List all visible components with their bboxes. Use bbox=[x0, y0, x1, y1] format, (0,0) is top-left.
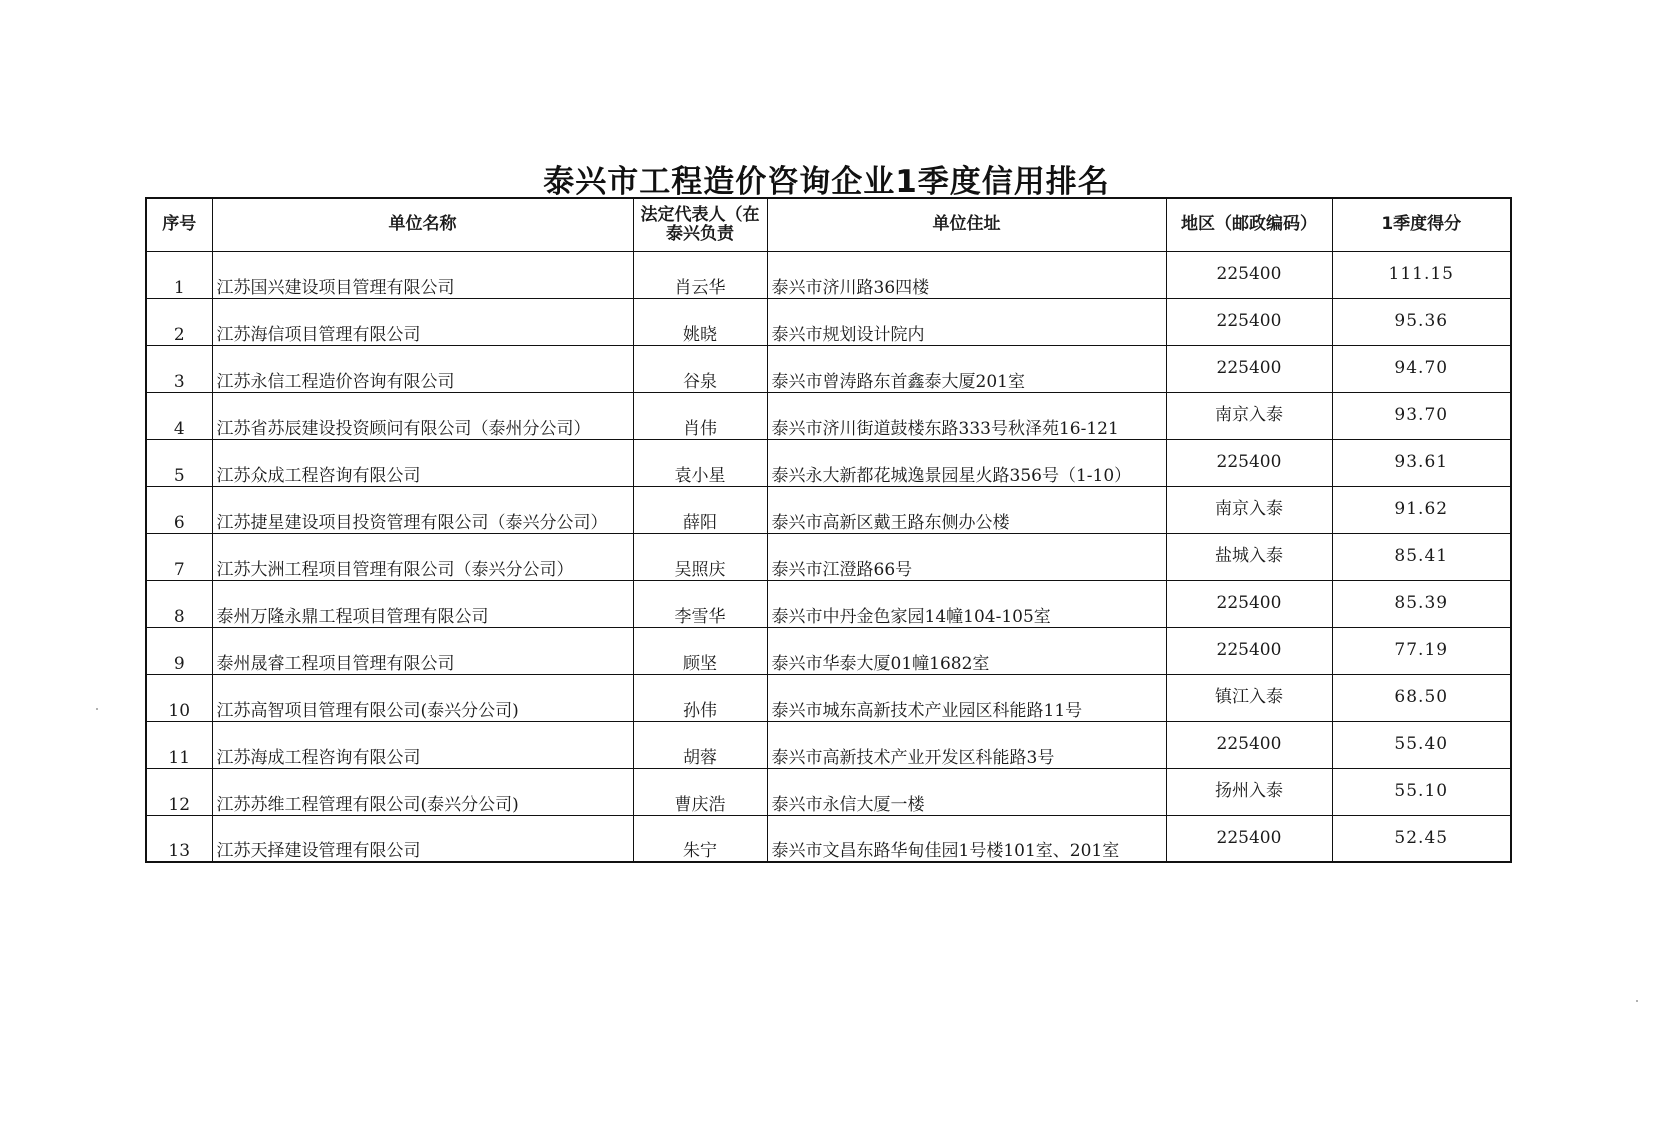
cell-index: 1 bbox=[146, 251, 212, 298]
header-name: 单位名称 bbox=[212, 198, 633, 251]
cell-address: 泰兴永大新都花城逸景园星火路356号（1-10） bbox=[767, 439, 1166, 486]
cell-index: 8 bbox=[146, 580, 212, 627]
cell-region: 225400 bbox=[1166, 580, 1332, 627]
cell-address: 泰兴市永信大厦一楼 bbox=[767, 768, 1166, 815]
cell-name: 泰州万隆永鼎工程项目管理有限公司 bbox=[212, 580, 633, 627]
table-row bbox=[146, 298, 1511, 345]
cell-name: 江苏海信项目管理有限公司 bbox=[212, 298, 633, 345]
cell-representative: 朱宁 bbox=[633, 815, 767, 862]
cell-representative: 谷泉 bbox=[633, 345, 767, 392]
cell-score: 94.70 bbox=[1332, 345, 1511, 392]
scan-speck bbox=[96, 708, 98, 710]
cell-name: 江苏省苏辰建设投资顾问有限公司（泰州分公司） bbox=[212, 392, 633, 439]
cell-representative: 顾坚 bbox=[633, 627, 767, 674]
cell-index: 13 bbox=[146, 815, 212, 862]
cell-name: 江苏海成工程咨询有限公司 bbox=[212, 721, 633, 768]
cell-address: 泰兴市文昌东路华甸佳园1号楼101室、201室 bbox=[767, 815, 1166, 862]
cell-name: 江苏天择建设管理有限公司 bbox=[212, 815, 633, 862]
cell-address: 泰兴市高新技术产业开发区科能路3号 bbox=[767, 721, 1166, 768]
cell-index: 5 bbox=[146, 439, 212, 486]
cell-region: 扬州入泰 bbox=[1166, 768, 1332, 815]
header-score: 1季度得分 bbox=[1332, 198, 1511, 251]
cell-index: 11 bbox=[146, 721, 212, 768]
cell-score: 85.41 bbox=[1332, 533, 1511, 580]
table-row bbox=[146, 486, 1511, 533]
cell-name: 江苏高智项目管理有限公司(泰兴分公司) bbox=[212, 674, 633, 721]
cell-name: 江苏永信工程造价咨询有限公司 bbox=[212, 345, 633, 392]
cell-address: 泰兴市高新区戴王路东侧办公楼 bbox=[767, 486, 1166, 533]
cell-address: 泰兴市济川街道鼓楼东路333号秋泽苑16-121 bbox=[767, 392, 1166, 439]
cell-address: 泰兴市江澄路66号 bbox=[767, 533, 1166, 580]
cell-address: 泰兴市城东高新技术产业园区科能路11号 bbox=[767, 674, 1166, 721]
cell-region: 225400 bbox=[1166, 627, 1332, 674]
page-title: 泰兴市工程造价咨询企业1季度信用排名 bbox=[543, 164, 1110, 200]
cell-representative: 姚晓 bbox=[633, 298, 767, 345]
cell-region: 225400 bbox=[1166, 721, 1332, 768]
cell-score: 68.50 bbox=[1332, 674, 1511, 721]
cell-index: 10 bbox=[146, 674, 212, 721]
table-row bbox=[146, 721, 1511, 768]
scan-speck bbox=[1636, 1000, 1638, 1002]
table-row bbox=[146, 815, 1511, 862]
cell-name: 泰州晟睿工程项目管理有限公司 bbox=[212, 627, 633, 674]
cell-representative: 吴照庆 bbox=[633, 533, 767, 580]
cell-region: 225400 bbox=[1166, 345, 1332, 392]
cell-score: 85.39 bbox=[1332, 580, 1511, 627]
cell-region: 盐城入泰 bbox=[1166, 533, 1332, 580]
cell-name: 江苏苏维工程管理有限公司(泰兴分公司) bbox=[212, 768, 633, 815]
cell-representative: 肖云华 bbox=[633, 251, 767, 298]
table-row bbox=[146, 768, 1511, 815]
cell-representative: 薛阳 bbox=[633, 486, 767, 533]
cell-region: 225400 bbox=[1166, 439, 1332, 486]
cell-score: 95.36 bbox=[1332, 298, 1511, 345]
table-row bbox=[146, 439, 1511, 486]
header-address: 单位住址 bbox=[767, 198, 1166, 251]
cell-representative: 李雪华 bbox=[633, 580, 767, 627]
cell-address: 泰兴市华泰大厦01幢1682室 bbox=[767, 627, 1166, 674]
cell-score: 93.61 bbox=[1332, 439, 1511, 486]
cell-region: 南京入泰 bbox=[1166, 392, 1332, 439]
cell-name: 江苏大洲工程项目管理有限公司（泰兴分公司） bbox=[212, 533, 633, 580]
cell-address: 泰兴市济川路36四楼 bbox=[767, 251, 1166, 298]
cell-score: 111.15 bbox=[1332, 251, 1511, 298]
table-row bbox=[146, 533, 1511, 580]
cell-score: 77.19 bbox=[1332, 627, 1511, 674]
cell-region: 南京入泰 bbox=[1166, 486, 1332, 533]
cell-region: 225400 bbox=[1166, 298, 1332, 345]
cell-index: 4 bbox=[146, 392, 212, 439]
header-representative: 法定代表人（在泰兴负责 bbox=[633, 198, 767, 251]
table-row bbox=[146, 392, 1511, 439]
table-header-row bbox=[146, 198, 1511, 251]
cell-index: 2 bbox=[146, 298, 212, 345]
cell-name: 江苏众成工程咨询有限公司 bbox=[212, 439, 633, 486]
cell-score: 55.40 bbox=[1332, 721, 1511, 768]
cell-score: 91.62 bbox=[1332, 486, 1511, 533]
table-row bbox=[146, 251, 1511, 298]
cell-address: 泰兴市中丹金色家园14幢104-105室 bbox=[767, 580, 1166, 627]
cell-score: 52.45 bbox=[1332, 815, 1511, 862]
cell-score: 93.70 bbox=[1332, 392, 1511, 439]
cell-region: 225400 bbox=[1166, 251, 1332, 298]
cell-index: 6 bbox=[146, 486, 212, 533]
cell-region: 225400 bbox=[1166, 815, 1332, 862]
cell-representative: 孙伟 bbox=[633, 674, 767, 721]
table-row bbox=[146, 674, 1511, 721]
cell-index: 7 bbox=[146, 533, 212, 580]
header-index: 序号 bbox=[146, 198, 212, 251]
cell-address: 泰兴市规划设计院内 bbox=[767, 298, 1166, 345]
cell-region: 镇江入泰 bbox=[1166, 674, 1332, 721]
cell-representative: 曹庆浩 bbox=[633, 768, 767, 815]
table-row bbox=[146, 580, 1511, 627]
cell-index: 9 bbox=[146, 627, 212, 674]
cell-address: 泰兴市曾涛路东首鑫泰大厦201室 bbox=[767, 345, 1166, 392]
ranking-table bbox=[145, 197, 1512, 863]
table-row bbox=[146, 345, 1511, 392]
cell-representative: 袁小星 bbox=[633, 439, 767, 486]
cell-representative: 肖伟 bbox=[633, 392, 767, 439]
cell-name: 江苏国兴建设项目管理有限公司 bbox=[212, 251, 633, 298]
cell-representative: 胡蓉 bbox=[633, 721, 767, 768]
header-region: 地区（邮政编码） bbox=[1166, 198, 1332, 251]
cell-name: 江苏捷星建设项目投资管理有限公司（泰兴分公司） bbox=[212, 486, 633, 533]
table-row bbox=[146, 627, 1511, 674]
cell-score: 55.10 bbox=[1332, 768, 1511, 815]
cell-index: 3 bbox=[146, 345, 212, 392]
cell-index: 12 bbox=[146, 768, 212, 815]
